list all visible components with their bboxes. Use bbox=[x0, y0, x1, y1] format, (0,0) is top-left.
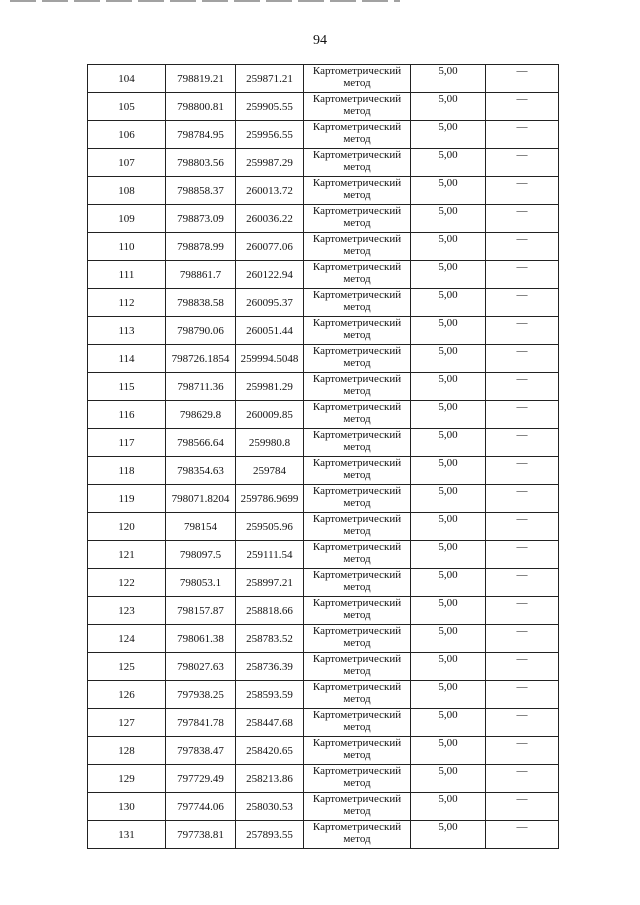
method-cell bbox=[304, 177, 411, 205]
y-coordinate-cell: 259905.55 bbox=[236, 93, 304, 121]
table-row bbox=[88, 65, 559, 93]
x-coordinate-cell: 797838.47 bbox=[166, 737, 236, 765]
method-line-1: Картометрический bbox=[312, 793, 402, 805]
method-line-1: Картометрический bbox=[312, 261, 402, 273]
table-row bbox=[88, 821, 559, 849]
x-coordinate-cell: 798784.95 bbox=[166, 121, 236, 149]
point-number-cell: 114 bbox=[88, 345, 166, 373]
note-cell: — bbox=[486, 149, 559, 177]
method-line-2: метод bbox=[343, 749, 371, 761]
x-coordinate-cell: 798858.37 bbox=[166, 177, 236, 205]
x-coordinate-cell: 798711.36 bbox=[166, 373, 236, 401]
x-coordinate-cell: 798097.5 bbox=[166, 541, 236, 569]
method-line-2: метод bbox=[343, 161, 371, 173]
table-row bbox=[88, 373, 559, 401]
method-line-1: Картометрический bbox=[312, 765, 402, 777]
note-cell: — bbox=[486, 317, 559, 345]
method-line-1: Картометрический bbox=[312, 709, 402, 721]
x-coordinate-cell: 798629.8 bbox=[166, 401, 236, 429]
accuracy-cell: 5,00 bbox=[411, 373, 486, 401]
table-row bbox=[88, 681, 559, 709]
accuracy-cell: 5,00 bbox=[411, 149, 486, 177]
method-line-2: метод bbox=[343, 245, 371, 257]
table-row bbox=[88, 429, 559, 457]
x-coordinate-cell: 798726.1854 bbox=[166, 345, 236, 373]
method-line-1: Картометрический bbox=[312, 121, 402, 133]
method-cell bbox=[304, 345, 411, 373]
accuracy-cell: 5,00 bbox=[411, 569, 486, 597]
accuracy-cell: 5,00 bbox=[411, 681, 486, 709]
method-line-1: Картометрический bbox=[312, 653, 402, 665]
point-number-cell: 119 bbox=[88, 485, 166, 513]
table-row bbox=[88, 289, 559, 317]
table-row bbox=[88, 121, 559, 149]
method-cell bbox=[304, 709, 411, 737]
point-number-cell: 110 bbox=[88, 233, 166, 261]
x-coordinate-cell: 798861.7 bbox=[166, 261, 236, 289]
note-cell: — bbox=[486, 709, 559, 737]
method-cell bbox=[304, 93, 411, 121]
method-cell bbox=[304, 681, 411, 709]
note-cell: — bbox=[486, 205, 559, 233]
method-line-1: Картометрический bbox=[312, 65, 402, 77]
y-coordinate-cell: 259505.96 bbox=[236, 513, 304, 541]
x-coordinate-cell: 798873.09 bbox=[166, 205, 236, 233]
method-line-2: метод bbox=[343, 805, 371, 817]
point-number-cell: 117 bbox=[88, 429, 166, 457]
method-line-2: метод bbox=[343, 693, 371, 705]
method-cell bbox=[304, 485, 411, 513]
accuracy-cell: 5,00 bbox=[411, 541, 486, 569]
accuracy-cell: 5,00 bbox=[411, 653, 486, 681]
method-line-2: метод bbox=[343, 189, 371, 201]
accuracy-cell: 5,00 bbox=[411, 429, 486, 457]
method-line-1: Картометрический bbox=[312, 401, 402, 413]
note-cell: — bbox=[486, 261, 559, 289]
point-number-cell: 104 bbox=[88, 65, 166, 93]
method-line-1: Картометрический bbox=[312, 149, 402, 161]
note-cell: — bbox=[486, 513, 559, 541]
note-cell: — bbox=[486, 793, 559, 821]
y-coordinate-cell: 258783.52 bbox=[236, 625, 304, 653]
point-number-cell: 128 bbox=[88, 737, 166, 765]
point-number-cell: 107 bbox=[88, 149, 166, 177]
method-line-1: Картометрический bbox=[312, 93, 402, 105]
method-line-2: метод bbox=[343, 721, 371, 733]
method-cell bbox=[304, 261, 411, 289]
point-number-cell: 131 bbox=[88, 821, 166, 849]
method-line-2: метод bbox=[343, 833, 371, 845]
note-cell: — bbox=[486, 681, 559, 709]
method-line-2: метод bbox=[343, 301, 371, 313]
method-line-2: метод bbox=[343, 133, 371, 145]
y-coordinate-cell: 258447.68 bbox=[236, 709, 304, 737]
y-coordinate-cell: 260013.72 bbox=[236, 177, 304, 205]
x-coordinate-cell: 797738.81 bbox=[166, 821, 236, 849]
accuracy-cell: 5,00 bbox=[411, 233, 486, 261]
point-number-cell: 120 bbox=[88, 513, 166, 541]
method-line-1: Картометрический bbox=[312, 541, 402, 553]
accuracy-cell: 5,00 bbox=[411, 485, 486, 513]
method-cell bbox=[304, 765, 411, 793]
table-row bbox=[88, 317, 559, 345]
y-coordinate-cell: 259987.29 bbox=[236, 149, 304, 177]
method-line-1: Картометрический bbox=[312, 289, 402, 301]
method-line-2: метод bbox=[343, 217, 371, 229]
method-cell bbox=[304, 373, 411, 401]
method-cell bbox=[304, 65, 411, 93]
point-number-cell: 113 bbox=[88, 317, 166, 345]
accuracy-cell: 5,00 bbox=[411, 709, 486, 737]
method-line-1: Картометрический bbox=[312, 513, 402, 525]
method-line-2: метод bbox=[343, 105, 371, 117]
method-line-2: метод bbox=[343, 637, 371, 649]
method-line-2: метод bbox=[343, 581, 371, 593]
accuracy-cell: 5,00 bbox=[411, 401, 486, 429]
x-coordinate-cell: 797744.06 bbox=[166, 793, 236, 821]
point-number-cell: 105 bbox=[88, 93, 166, 121]
accuracy-cell: 5,00 bbox=[411, 93, 486, 121]
note-cell: — bbox=[486, 597, 559, 625]
table-row bbox=[88, 597, 559, 625]
page-number: 94 bbox=[313, 33, 327, 48]
method-cell bbox=[304, 793, 411, 821]
method-line-1: Картометрический bbox=[312, 569, 402, 581]
x-coordinate-cell: 798157.87 bbox=[166, 597, 236, 625]
table-row bbox=[88, 149, 559, 177]
note-cell: — bbox=[486, 289, 559, 317]
note-cell: — bbox=[486, 653, 559, 681]
method-line-1: Картометрический bbox=[312, 177, 402, 189]
method-line-2: метод bbox=[343, 329, 371, 341]
table-row bbox=[88, 177, 559, 205]
method-line-2: метод bbox=[343, 525, 371, 537]
method-line-2: метод bbox=[343, 469, 371, 481]
point-number-cell: 118 bbox=[88, 457, 166, 485]
point-number-cell: 130 bbox=[88, 793, 166, 821]
note-cell: — bbox=[486, 541, 559, 569]
table-row bbox=[88, 233, 559, 261]
method-line-2: метод bbox=[343, 665, 371, 677]
note-cell: — bbox=[486, 625, 559, 653]
method-cell bbox=[304, 597, 411, 625]
table-row bbox=[88, 569, 559, 597]
y-coordinate-cell: 259111.54 bbox=[236, 541, 304, 569]
method-cell bbox=[304, 149, 411, 177]
x-coordinate-cell: 798071.8204 bbox=[166, 485, 236, 513]
note-cell: — bbox=[486, 485, 559, 513]
accuracy-cell: 5,00 bbox=[411, 457, 486, 485]
table-row bbox=[88, 93, 559, 121]
y-coordinate-cell: 259956.55 bbox=[236, 121, 304, 149]
note-cell: — bbox=[486, 233, 559, 261]
x-coordinate-cell: 798803.56 bbox=[166, 149, 236, 177]
point-number-cell: 129 bbox=[88, 765, 166, 793]
method-line-1: Картометрический bbox=[312, 429, 402, 441]
point-number-cell: 111 bbox=[88, 261, 166, 289]
y-coordinate-cell: 259784 bbox=[236, 457, 304, 485]
method-line-1: Картометрический bbox=[312, 345, 402, 357]
x-coordinate-cell: 798800.81 bbox=[166, 93, 236, 121]
accuracy-cell: 5,00 bbox=[411, 65, 486, 93]
method-cell bbox=[304, 513, 411, 541]
method-cell bbox=[304, 653, 411, 681]
point-number-cell: 109 bbox=[88, 205, 166, 233]
point-number-cell: 127 bbox=[88, 709, 166, 737]
point-number-cell: 122 bbox=[88, 569, 166, 597]
method-line-1: Картометрический bbox=[312, 681, 402, 693]
accuracy-cell: 5,00 bbox=[411, 121, 486, 149]
accuracy-cell: 5,00 bbox=[411, 625, 486, 653]
table-row bbox=[88, 625, 559, 653]
method-line-1: Картометрический bbox=[312, 205, 402, 217]
accuracy-cell: 5,00 bbox=[411, 821, 486, 849]
method-line-2: метод bbox=[343, 777, 371, 789]
y-coordinate-cell: 260095.37 bbox=[236, 289, 304, 317]
table-row bbox=[88, 737, 559, 765]
accuracy-cell: 5,00 bbox=[411, 177, 486, 205]
method-cell bbox=[304, 317, 411, 345]
point-number-cell: 112 bbox=[88, 289, 166, 317]
method-line-1: Картометрический bbox=[312, 485, 402, 497]
method-cell bbox=[304, 821, 411, 849]
x-coordinate-cell: 797729.49 bbox=[166, 765, 236, 793]
method-cell bbox=[304, 121, 411, 149]
method-cell bbox=[304, 737, 411, 765]
table-row bbox=[88, 765, 559, 793]
point-number-cell: 108 bbox=[88, 177, 166, 205]
accuracy-cell: 5,00 bbox=[411, 765, 486, 793]
accuracy-cell: 5,00 bbox=[411, 317, 486, 345]
table-row bbox=[88, 261, 559, 289]
y-coordinate-cell: 259994.5048 bbox=[236, 345, 304, 373]
table-row bbox=[88, 541, 559, 569]
x-coordinate-cell: 798819.21 bbox=[166, 65, 236, 93]
note-cell: — bbox=[486, 121, 559, 149]
accuracy-cell: 5,00 bbox=[411, 597, 486, 625]
y-coordinate-cell: 259980.8 bbox=[236, 429, 304, 457]
y-coordinate-cell: 260051.44 bbox=[236, 317, 304, 345]
note-cell: — bbox=[486, 65, 559, 93]
note-cell: — bbox=[486, 569, 559, 597]
point-number-cell: 115 bbox=[88, 373, 166, 401]
accuracy-cell: 5,00 bbox=[411, 345, 486, 373]
accuracy-cell: 5,00 bbox=[411, 513, 486, 541]
method-line-2: метод bbox=[343, 273, 371, 285]
method-line-2: метод bbox=[343, 385, 371, 397]
accuracy-cell: 5,00 bbox=[411, 793, 486, 821]
accuracy-cell: 5,00 bbox=[411, 289, 486, 317]
scan-artifact-line bbox=[10, 0, 400, 2]
point-number-cell: 121 bbox=[88, 541, 166, 569]
method-cell bbox=[304, 401, 411, 429]
note-cell: — bbox=[486, 821, 559, 849]
y-coordinate-cell: 259786.9699 bbox=[236, 485, 304, 513]
x-coordinate-cell: 798053.1 bbox=[166, 569, 236, 597]
method-cell bbox=[304, 429, 411, 457]
x-coordinate-cell: 797938.25 bbox=[166, 681, 236, 709]
table-row bbox=[88, 401, 559, 429]
x-coordinate-cell: 798154 bbox=[166, 513, 236, 541]
table-row bbox=[88, 709, 559, 737]
note-cell: — bbox=[486, 373, 559, 401]
method-line-2: метод bbox=[343, 77, 371, 89]
method-line-2: метод bbox=[343, 497, 371, 509]
method-cell bbox=[304, 457, 411, 485]
method-line-1: Картометрический bbox=[312, 821, 402, 833]
y-coordinate-cell: 259871.21 bbox=[236, 65, 304, 93]
note-cell: — bbox=[486, 737, 559, 765]
method-cell bbox=[304, 289, 411, 317]
x-coordinate-cell: 798790.06 bbox=[166, 317, 236, 345]
point-number-cell: 124 bbox=[88, 625, 166, 653]
table-row bbox=[88, 485, 559, 513]
note-cell: — bbox=[486, 177, 559, 205]
point-number-cell: 125 bbox=[88, 653, 166, 681]
table-row bbox=[88, 793, 559, 821]
method-line-2: метод bbox=[343, 553, 371, 565]
point-number-cell: 123 bbox=[88, 597, 166, 625]
method-line-1: Картометрический bbox=[312, 737, 402, 749]
y-coordinate-cell: 258213.86 bbox=[236, 765, 304, 793]
y-coordinate-cell: 258593.59 bbox=[236, 681, 304, 709]
table-row bbox=[88, 653, 559, 681]
x-coordinate-cell: 798027.63 bbox=[166, 653, 236, 681]
y-coordinate-cell: 260122.94 bbox=[236, 261, 304, 289]
note-cell: — bbox=[486, 429, 559, 457]
y-coordinate-cell: 258736.39 bbox=[236, 653, 304, 681]
y-coordinate-cell: 258030.53 bbox=[236, 793, 304, 821]
method-cell bbox=[304, 569, 411, 597]
note-cell: — bbox=[486, 401, 559, 429]
method-cell bbox=[304, 233, 411, 261]
note-cell: — bbox=[486, 765, 559, 793]
method-cell bbox=[304, 205, 411, 233]
y-coordinate-cell: 260036.22 bbox=[236, 205, 304, 233]
method-cell bbox=[304, 625, 411, 653]
accuracy-cell: 5,00 bbox=[411, 737, 486, 765]
y-coordinate-cell: 260009.85 bbox=[236, 401, 304, 429]
method-line-2: метод bbox=[343, 357, 371, 369]
method-line-1: Картометрический bbox=[312, 625, 402, 637]
table-row bbox=[88, 205, 559, 233]
table-body bbox=[88, 65, 559, 849]
y-coordinate-cell: 260077.06 bbox=[236, 233, 304, 261]
method-cell bbox=[304, 541, 411, 569]
method-line-1: Картометрический bbox=[312, 457, 402, 469]
point-number-cell: 116 bbox=[88, 401, 166, 429]
coordinates-table bbox=[87, 64, 559, 849]
note-cell: — bbox=[486, 93, 559, 121]
method-line-1: Картометрический bbox=[312, 597, 402, 609]
y-coordinate-cell: 259981.29 bbox=[236, 373, 304, 401]
y-coordinate-cell: 258997.21 bbox=[236, 569, 304, 597]
x-coordinate-cell: 798061.38 bbox=[166, 625, 236, 653]
x-coordinate-cell: 797841.78 bbox=[166, 709, 236, 737]
accuracy-cell: 5,00 bbox=[411, 261, 486, 289]
note-cell: — bbox=[486, 457, 559, 485]
y-coordinate-cell: 258818.66 bbox=[236, 597, 304, 625]
table-row bbox=[88, 345, 559, 373]
x-coordinate-cell: 798566.64 bbox=[166, 429, 236, 457]
x-coordinate-cell: 798878.99 bbox=[166, 233, 236, 261]
point-number-cell: 106 bbox=[88, 121, 166, 149]
x-coordinate-cell: 798354.63 bbox=[166, 457, 236, 485]
x-coordinate-cell: 798838.58 bbox=[166, 289, 236, 317]
note-cell: — bbox=[486, 345, 559, 373]
method-line-2: метод bbox=[343, 609, 371, 621]
method-line-1: Картометрический bbox=[312, 373, 402, 385]
table-row bbox=[88, 457, 559, 485]
accuracy-cell: 5,00 bbox=[411, 205, 486, 233]
point-number-cell: 126 bbox=[88, 681, 166, 709]
table-row bbox=[88, 513, 559, 541]
y-coordinate-cell: 257893.55 bbox=[236, 821, 304, 849]
method-line-2: метод bbox=[343, 441, 371, 453]
method-line-2: метод bbox=[343, 413, 371, 425]
method-line-1: Картометрический bbox=[312, 233, 402, 245]
method-line-1: Картометрический bbox=[312, 317, 402, 329]
y-coordinate-cell: 258420.65 bbox=[236, 737, 304, 765]
